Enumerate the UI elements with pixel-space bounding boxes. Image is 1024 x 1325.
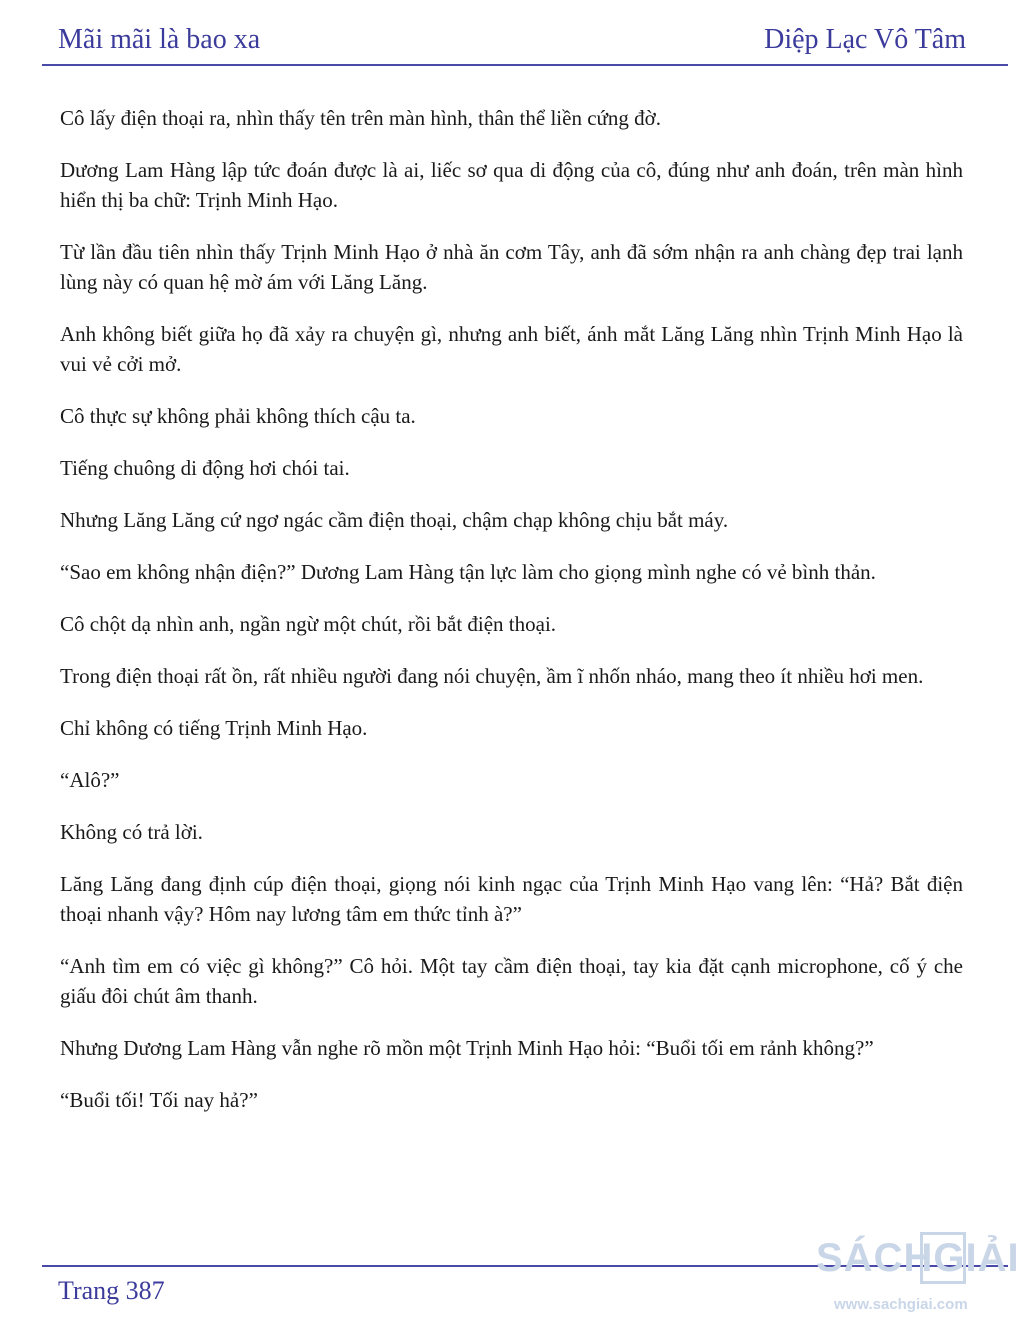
- watermark-text: SÁCHGIẢI: [816, 1236, 1020, 1280]
- paragraph: “Sao em không nhận điện?” Dương Lam Hàng tận lực làm cho giọng mình nghe có vẻ bình thản.: [60, 560, 876, 584]
- page-header: [0, 0, 1024, 70]
- paragraph: “Anh tìm em có việc gì không?” Cô hỏi. Một tay cầm điện thoại, tay kia đặt cạnh microphone, cố ý che giấu đôi chút âm thanh.: [60, 954, 963, 1008]
- paragraph: Tiếng chuông di động hơi chói tai.: [60, 456, 350, 480]
- paragraph: Cô lấy điện thoại ra, nhìn thấy tên trên màn hình, thân thể liền cứng đờ.: [60, 106, 662, 130]
- page-body: [60, 103, 963, 1137]
- paragraph: “Buổi tối! Tối nay hả?”: [60, 1088, 258, 1112]
- book-title: Mãi mãi là bao xa: [58, 24, 261, 55]
- paragraph: Nhưng Dương Lam Hàng vẫn nghe rõ mồn một Trịnh Minh Hạo hỏi: “Buổi tối em rảnh không?”: [60, 1036, 874, 1060]
- paragraph: Trong điện thoại rất ồn, rất nhiều người đang nói chuyện, ầm ĩ nhốn nháo, mang theo ít nhiều hơi men.: [60, 664, 924, 688]
- paragraph: Cô thực sự không phải không thích cậu ta.: [60, 404, 416, 428]
- watermark-logo: [816, 1230, 1020, 1322]
- paragraph: Từ lần đầu tiên nhìn thấy Trịnh Minh Hạo ở nhà ăn cơm Tây, anh đã sớm nhận ra anh chàng đẹp trai lạnh lùng này có quan hệ mờ ám với Lăng Lăng.: [60, 240, 963, 294]
- paragraph: Nhưng Lăng Lăng cứ ngơ ngác cầm điện thoại, chậm chạp không chịu bắt máy.: [60, 508, 729, 532]
- header-divider: [42, 64, 1008, 66]
- paragraph: Dương Lam Hàng lập tức đoán được là ai, liếc sơ qua di động của cô, đúng như anh đoán, trên màn hình hiển thị ba chữ: Trịnh Minh Hạo.: [60, 158, 963, 212]
- watermark-url: www.sachgiai.com: [834, 1296, 968, 1313]
- paragraph: Lăng Lăng đang định cúp điện thoại, giọng nói kinh ngạc của Trịnh Minh Hạo vang lên: “Hả? Bắt điện thoại nhanh vậy? Hôm nay lương tâm em thức tỉnh à?”: [60, 872, 963, 926]
- paragraph: Không có trả lời.: [60, 820, 203, 844]
- paragraph: “Alô?”: [60, 768, 120, 792]
- paragraph: Cô chột dạ nhìn anh, ngần ngừ một chút, rồi bắt điện thoại.: [60, 612, 557, 636]
- page-number: Trang 387: [58, 1276, 165, 1305]
- paragraph: Anh không biết giữa họ đã xảy ra chuyện gì, nhưng anh biết, ánh mắt Lăng Lăng nhìn Trịnh Minh Hạo là vui vẻ cởi mở.: [60, 322, 963, 376]
- paragraph: Chỉ không có tiếng Trịnh Minh Hạo.: [60, 716, 368, 740]
- book-author: Diệp Lạc Vô Tâm: [764, 24, 966, 55]
